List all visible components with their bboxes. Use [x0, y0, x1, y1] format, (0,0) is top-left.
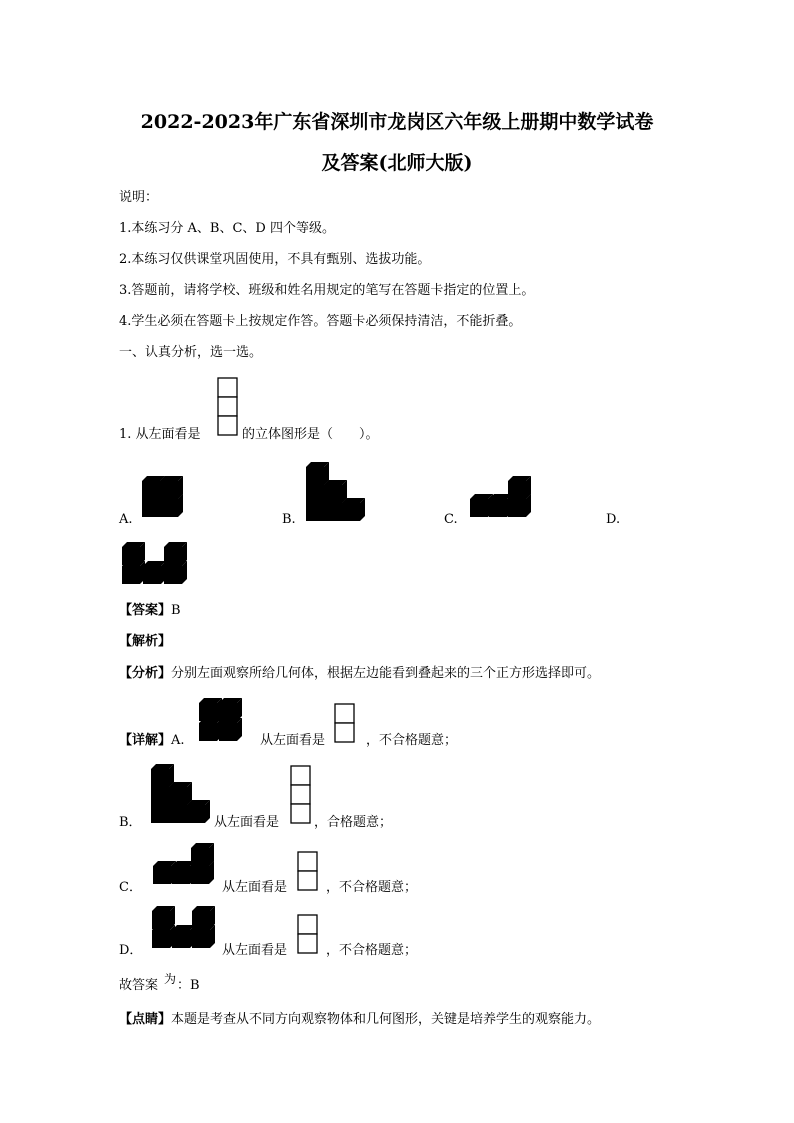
detail-b-view-text: 从左面看是 — [214, 815, 280, 830]
analysis-tag: 【解析】 — [119, 634, 172, 649]
question-1-prefix: 1. 从左面看是 — [119, 427, 201, 442]
detail-tag: 【详解】 — [119, 733, 172, 748]
detail-a-figure — [199, 698, 249, 744]
detail-c-label: C． — [119, 880, 142, 895]
detail-a-line — [119, 733, 185, 749]
conclusion-suffix: ：B — [177, 978, 200, 993]
option-b-figure — [306, 462, 372, 524]
conclusion-prefix: 故答案 — [119, 978, 159, 993]
detail-d-view-text: 从左面看是 — [222, 943, 288, 958]
rule-3: 3.答题前，请将学校、班级和姓名用规定的笔写在答题卡指定的位置上。 — [119, 283, 535, 298]
comment-tag: 【点睛】 — [119, 1012, 172, 1027]
option-c-figure — [470, 476, 540, 522]
detail-c-result: ，不合格题意； — [326, 880, 418, 895]
section-heading: 一、认真分析，选一选。 — [119, 345, 263, 360]
detail-b-left-view — [290, 765, 312, 827]
detail-d-label: D． — [119, 943, 143, 958]
analysis-text: 分别左面观察所给几何体，根据左边能看到叠起来的三个正方形选择即可。 — [171, 666, 601, 681]
detail-a-label: A. — [171, 733, 185, 748]
rule-4: 4.学生必须在答题卡上按规定作答。答题卡必须保持清洁，不能折叠。 — [119, 314, 522, 329]
option-d-label: D. — [606, 512, 621, 527]
detail-a-left-view — [334, 703, 356, 745]
conclusion-raised-char: 为 — [164, 972, 177, 986]
option-c-label: C. — [444, 512, 458, 527]
detail-d-result: ，不合格题意； — [326, 943, 418, 958]
question-1-suffix: 的立体图形是（ ）。 — [242, 427, 379, 442]
detail-c-view-text: 从左面看是 — [222, 880, 288, 895]
detail-d-left-view — [297, 914, 319, 956]
answer-line — [119, 603, 181, 619]
analysis-line — [119, 666, 600, 682]
detail-a-view-text: 从左面看是 — [260, 733, 326, 748]
analysis-subtag: 【分析】 — [119, 666, 172, 681]
option-a-figure — [142, 476, 192, 522]
detail-b-result: ，合格题意； — [314, 815, 393, 830]
rule-2: 2.本练习仅供课堂巩固使用，不具有甄别、选拔功能。 — [119, 252, 431, 267]
answer-tag: 【答案】 — [119, 603, 172, 618]
comment-text: 本题是考查从不同方向观察物体和几何图形，关键是培养学生的观察能力。 — [171, 1012, 601, 1027]
left-view-three-squares-figure — [217, 377, 239, 439]
document-title-line2: 及答案(北师大版) — [321, 152, 473, 174]
detail-b-label: B． — [119, 815, 142, 830]
document-title-line1: 2022-2023年广东省深圳市龙岗区六年级上册期中数学试卷 — [140, 111, 654, 133]
intro-label: 说明： — [119, 190, 159, 205]
rule-1: 1.本练习分 A、B、C、D 四个等级。 — [119, 221, 335, 236]
comment-line — [119, 1012, 600, 1028]
option-a-label: A. — [119, 512, 133, 527]
option-b-label: B. — [282, 512, 296, 527]
detail-b-figure — [151, 764, 217, 828]
answer-value: B — [171, 603, 181, 618]
option-d-figure — [122, 542, 194, 590]
detail-a-result: ，不合格题意； — [366, 733, 458, 748]
detail-c-figure — [153, 843, 223, 889]
detail-c-left-view — [297, 851, 319, 893]
detail-d-figure — [152, 906, 224, 954]
